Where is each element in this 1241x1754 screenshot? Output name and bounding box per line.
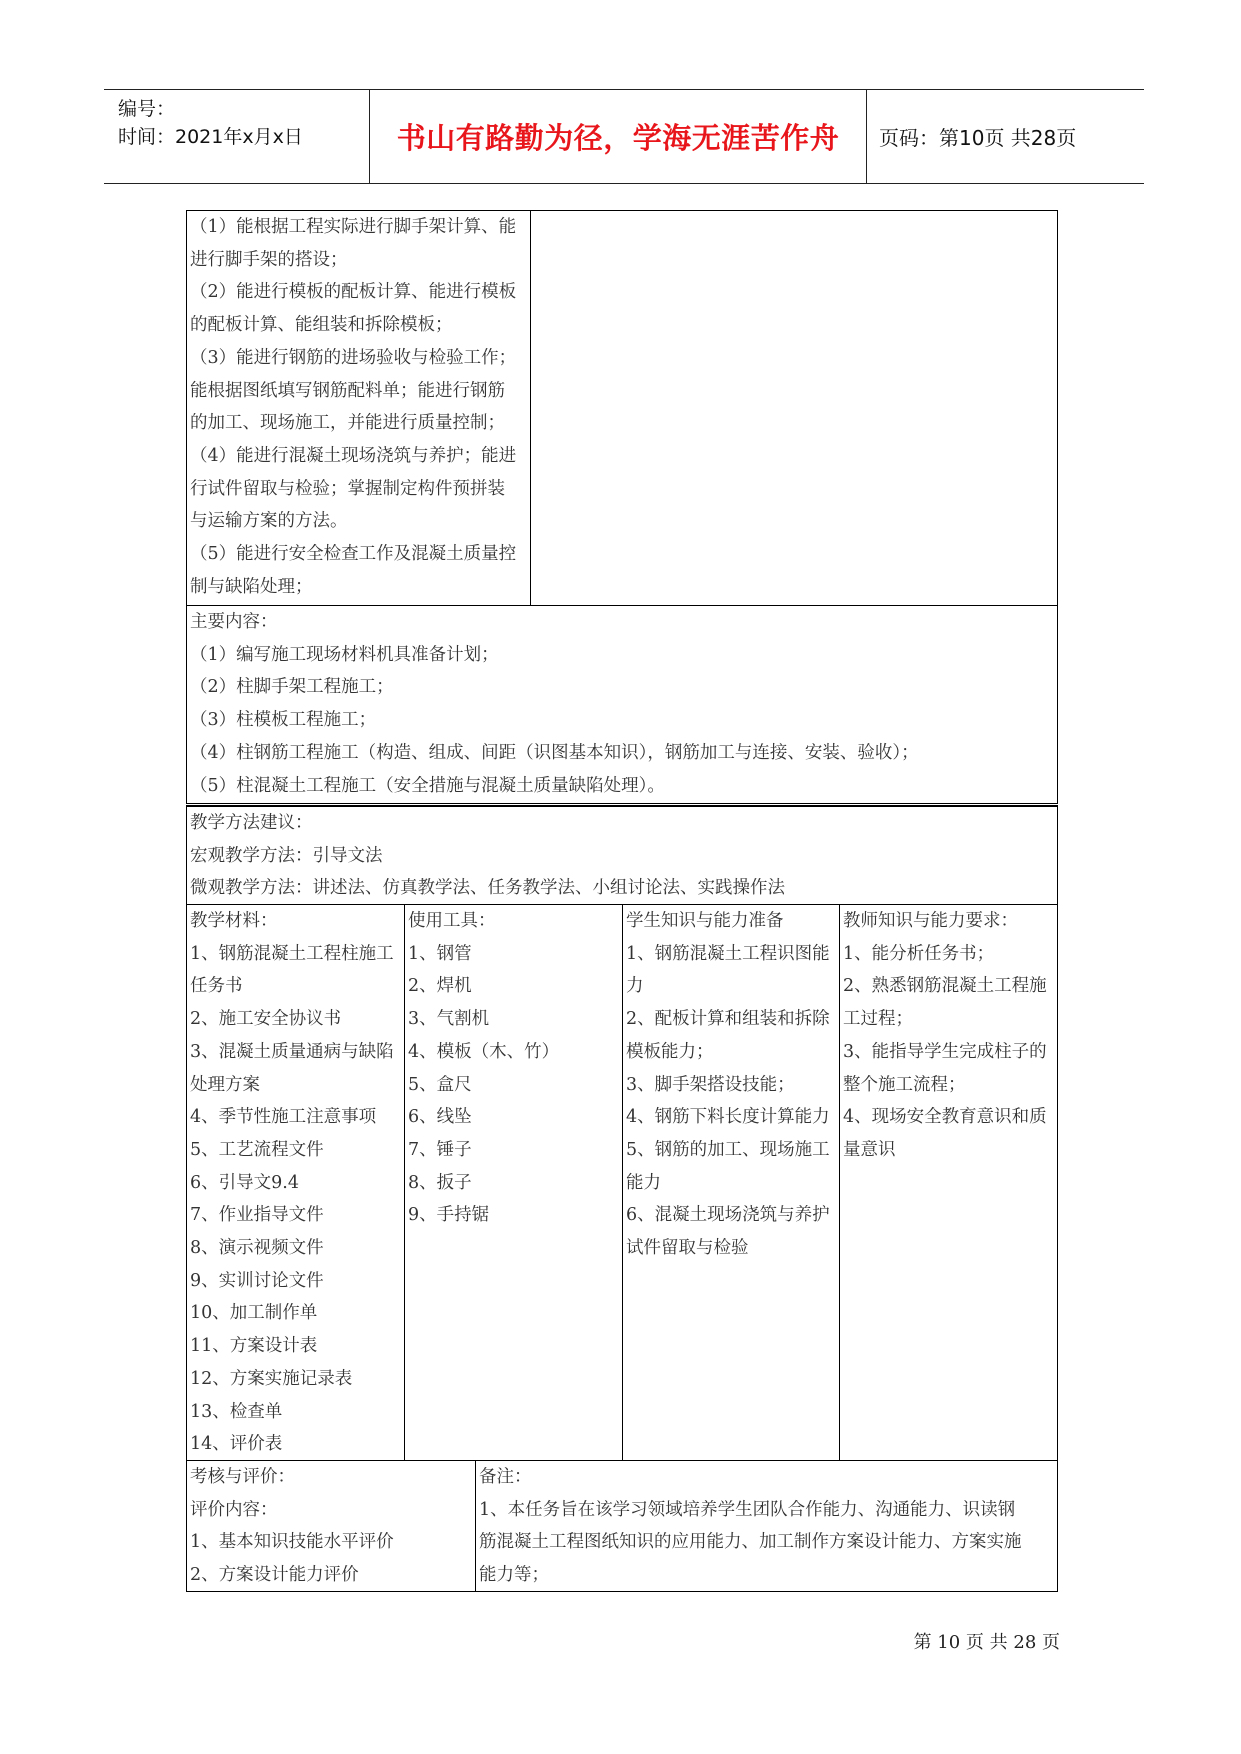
text-line: 模板能力； — [626, 1041, 714, 1062]
text-line: （4）柱钢筋工程施工（构造、组成、间距（识图基本知识），钢筋加工与连接、安装、验收）； — [190, 742, 919, 763]
text-line: 12、方案实施记录表 — [190, 1368, 353, 1389]
text-line: （4）能进行混凝土现场浇筑与养护；能进 — [190, 445, 517, 466]
materials-lines — [187, 905, 404, 1461]
text-line: 2、方案设计能力评价 — [190, 1565, 359, 1586]
text-line: 宏观教学方法：引导文法 — [190, 845, 383, 866]
text-line: 5、工艺流程文件 — [190, 1139, 324, 1160]
text-line: 量意识 — [843, 1139, 896, 1160]
text-line: 与运输方案的方法。 — [190, 511, 348, 532]
text-line: （5）能进行安全检查工作及混凝土质量控 — [190, 544, 517, 565]
text-line: 能根据图纸填写钢筋配料单；能进行钢筋 — [190, 380, 505, 401]
text-line: （3）柱模板工程施工； — [190, 710, 377, 731]
text-line: 力 — [626, 976, 644, 997]
remarks-cell — [475, 1460, 1058, 1592]
text-line: 使用工具： — [408, 911, 496, 931]
text-line: 处理方案 — [190, 1074, 260, 1095]
text-line: 筋混凝土工程图纸知识的应用能力、加工制作方案设计能力、方案实施 — [479, 1532, 1022, 1553]
text-line: 3、气割机 — [408, 1009, 490, 1030]
method-cell — [186, 805, 1058, 905]
student-lines — [623, 905, 839, 1265]
ability-right-cell — [530, 210, 1058, 606]
text-line: 教师知识与能力要求： — [843, 911, 1018, 931]
text-line: 工过程； — [843, 1009, 913, 1030]
materials-column — [186, 904, 405, 1461]
page-header — [104, 89, 1144, 184]
text-line: 任务书 — [190, 976, 243, 997]
text-line: 3、能指导学生完成柱子的 — [843, 1041, 1047, 1062]
text-line: 微观教学方法：讲述法、仿真教学法、任务教学法、小组讨论法、实践操作法 — [190, 878, 785, 899]
text-line: 14、评价表 — [190, 1434, 283, 1455]
text-line: （1）编写施工现场材料机具准备计划； — [190, 644, 499, 665]
page-footer: 第 10 页 共 28 页 — [913, 1632, 1060, 1653]
text-line: 1、钢筋混凝土工程识图能 — [626, 943, 830, 964]
motto: 书山有路勤为径，学海无涯苦作舟 — [396, 121, 840, 155]
text-line: 2、施工安全协议书 — [190, 1009, 342, 1030]
text-line: 6、引导文9.4 — [190, 1172, 299, 1193]
student-column — [622, 904, 840, 1461]
text-line: （5）柱混凝土工程施工（安全措施与混凝土质量缺陷处理）。 — [190, 775, 665, 796]
text-line: 3、混凝土质量通病与缺陷 — [190, 1041, 394, 1062]
ability-cell — [186, 210, 531, 606]
teacher-column — [839, 904, 1058, 1461]
header-meta — [104, 90, 369, 183]
tools-column — [404, 904, 623, 1461]
text-line: （2）柱脚手架工程施工； — [190, 677, 394, 698]
text-line: 1、本任务旨在该学习领域培养学生团队合作能力、沟通能力、识读钢 — [479, 1499, 1016, 1520]
content-cell — [186, 605, 1058, 804]
text-line: 7、锤子 — [408, 1139, 472, 1160]
text-line: 教学材料： — [190, 911, 278, 931]
header-motto-cell — [369, 90, 867, 183]
text-line: 13、检查单 — [190, 1401, 283, 1422]
text-line: 4、季节性施工注意事项 — [190, 1107, 377, 1128]
text-line: 备注： — [479, 1467, 532, 1487]
text-line: （1）能根据工程实际进行脚手架计算、能 — [190, 217, 517, 237]
text-line: 学生知识与能力准备 — [626, 911, 784, 931]
time-label: 时间：2021年x月x日 — [118, 126, 303, 148]
text-line: 4、钢筋下料长度计算能力 — [626, 1107, 830, 1128]
assessment-cell — [186, 1460, 476, 1592]
text-line: 整个施工流程； — [843, 1074, 966, 1095]
text-line: 6、混凝土现场浇筑与养护 — [626, 1205, 830, 1226]
text-line: 9、手持锯 — [408, 1205, 490, 1226]
header-page-cell — [867, 90, 1144, 183]
text-line: 考核与评价： — [190, 1467, 295, 1487]
text-line: 4、现场安全教育意识和质 — [843, 1107, 1047, 1128]
text-line: 评价内容： — [190, 1499, 278, 1520]
text-line: 1、能分析任务书； — [843, 943, 995, 964]
text-line: 11、方案设计表 — [190, 1336, 318, 1357]
text-line: 2、焊机 — [408, 976, 472, 997]
text-line: 9、实训讨论文件 — [190, 1270, 324, 1291]
text-line: 制与缺陷处理； — [190, 576, 313, 597]
text-line: 试件留取与检验 — [626, 1238, 749, 1259]
page-label: 页码：第10页 共28页 — [879, 126, 1077, 150]
method-lines — [187, 807, 1057, 905]
text-line: 进行脚手架的搭设； — [190, 249, 348, 270]
text-line: 行试件留取与检验；掌握制定构件预拼装 — [190, 478, 505, 499]
text-line: 1、钢管 — [408, 943, 472, 964]
text-line: （3）能进行钢筋的进场验收与检验工作； — [190, 347, 517, 368]
text-line: 能力 — [626, 1172, 661, 1193]
text-line: 3、脚手架搭设技能； — [626, 1074, 795, 1095]
text-line: 5、钢筋的加工、现场施工 — [626, 1139, 830, 1160]
text-line: 10、加工制作单 — [190, 1303, 318, 1324]
teacher-lines — [840, 905, 1057, 1167]
tools-lines — [405, 905, 622, 1232]
text-line: 能力等； — [479, 1565, 549, 1586]
text-line: 8、演示视频文件 — [190, 1238, 324, 1259]
text-line: 的配板计算、能组装和拆除模板； — [190, 315, 453, 336]
assessment-lines — [187, 1461, 475, 1592]
ability-lines — [187, 211, 530, 603]
content-lines — [187, 606, 1057, 802]
serial-label: 编号： — [118, 98, 176, 120]
text-line: （2）能进行模板的配板计算、能进行模板 — [190, 282, 517, 303]
text-line: 主要内容： — [190, 612, 278, 632]
text-line: 1、钢筋混凝土工程柱施工 — [190, 943, 394, 964]
text-line: 1、基本知识技能水平评价 — [190, 1532, 394, 1553]
text-line: 2、熟悉钢筋混凝土工程施 — [843, 976, 1047, 997]
text-line: 教学方法建议： — [190, 813, 313, 833]
text-line: 8、扳子 — [408, 1172, 472, 1193]
text-line: 6、线坠 — [408, 1107, 472, 1128]
text-line: 的加工、现场施工，并能进行质量控制； — [190, 413, 505, 434]
text-line: 5、盒尺 — [408, 1074, 472, 1095]
text-line: 2、配板计算和组装和拆除 — [626, 1009, 830, 1030]
remarks-lines — [476, 1461, 1057, 1592]
text-line: 4、模板（木、竹） — [408, 1041, 560, 1062]
text-line: 7、作业指导文件 — [190, 1205, 324, 1226]
